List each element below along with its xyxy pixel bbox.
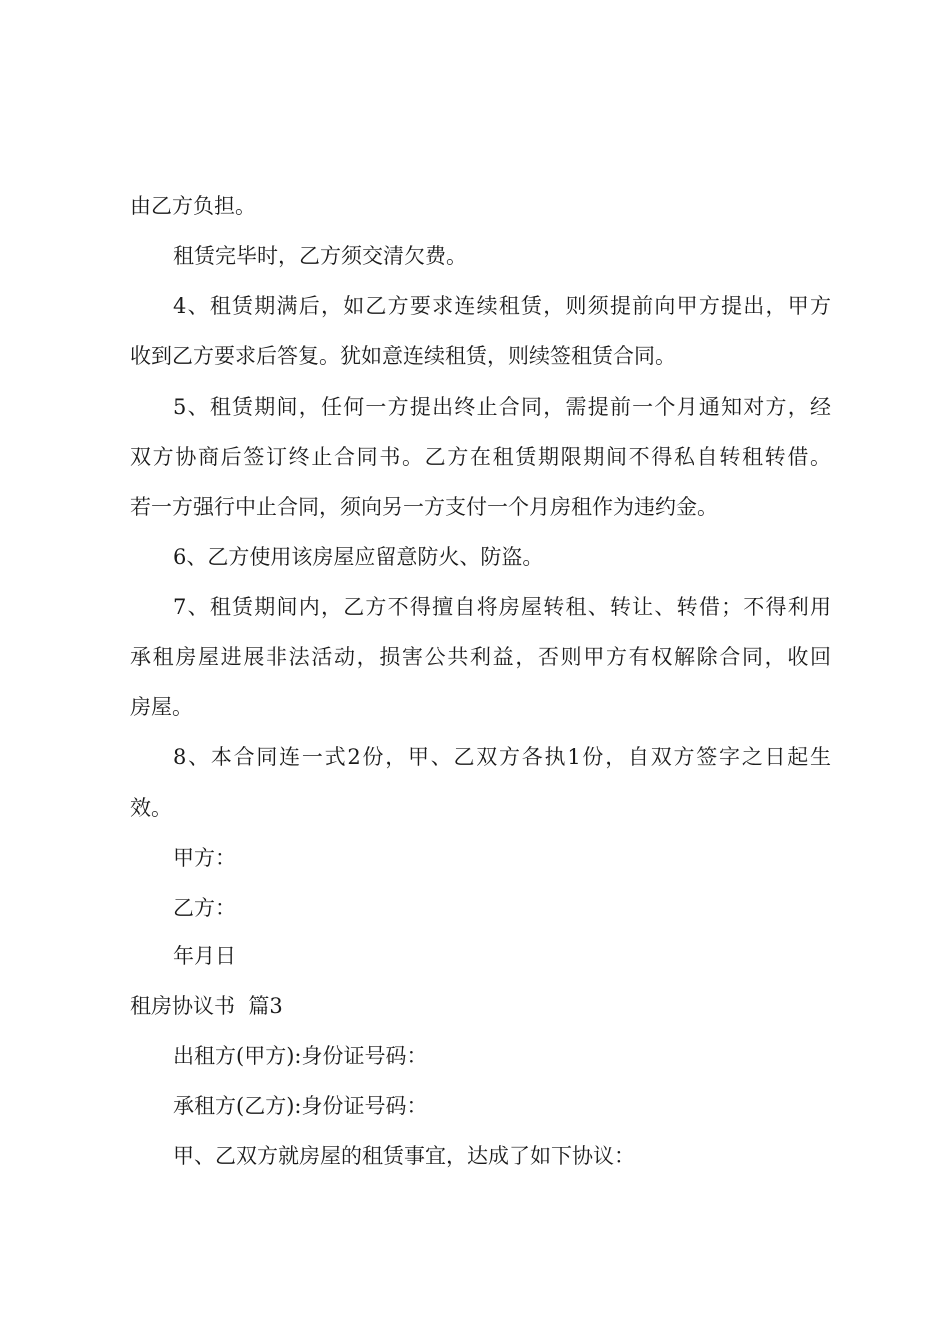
text-line: 双方协商后签订终止合同书。乙方在租赁期限期间不得私自转租转借。 xyxy=(130,445,831,469)
text-line: 4、租赁期满后，如乙方要求连续租赁，则须提前向甲方提出，甲方 xyxy=(173,294,831,318)
text-line: 承租房屋进展非法活动，损害公共利益，否则甲方有权解除合同，收回 xyxy=(130,645,831,669)
text-line: 承租方(乙方):身份证号码： xyxy=(173,1094,428,1118)
text-line: 租赁完毕时，乙方须交清欠费。 xyxy=(173,244,467,268)
text-line: 出租方(甲方):身份证号码： xyxy=(173,1044,428,1068)
text-line: 效。 xyxy=(130,796,172,820)
text-line: 6、乙方使用该房屋应留意防火、防盗。 xyxy=(173,545,544,569)
text-line: 8、本合同连一式2份，甲、乙双方各执1份，自双方签字之日起生 xyxy=(173,745,831,769)
text-line: 甲方： xyxy=(173,846,236,870)
text-line: 由乙方负担。 xyxy=(130,194,256,218)
text-line: 7、租赁期间内，乙方不得擅自将房屋转租、转让、转借；不得利用 xyxy=(173,595,831,619)
section-heading: 租房协议书 篇3 xyxy=(130,994,283,1018)
text-line: 甲、乙双方就房屋的租赁事宜，达成了如下协议： xyxy=(173,1144,635,1168)
text-line: 年月日 xyxy=(173,944,236,968)
text-line: 乙方： xyxy=(173,896,236,920)
text-line: 房屋。 xyxy=(130,695,193,719)
text-line: 若一方强行中止合同，须向另一方支付一个月房租作为违约金。 xyxy=(130,495,718,519)
text-line: 5、租赁期间，任何一方提出终止合同，需提前一个月通知对方，经 xyxy=(173,395,831,419)
text-line: 收到乙方要求后答复。犹如意连续租赁，则续签租赁合同。 xyxy=(130,344,676,368)
